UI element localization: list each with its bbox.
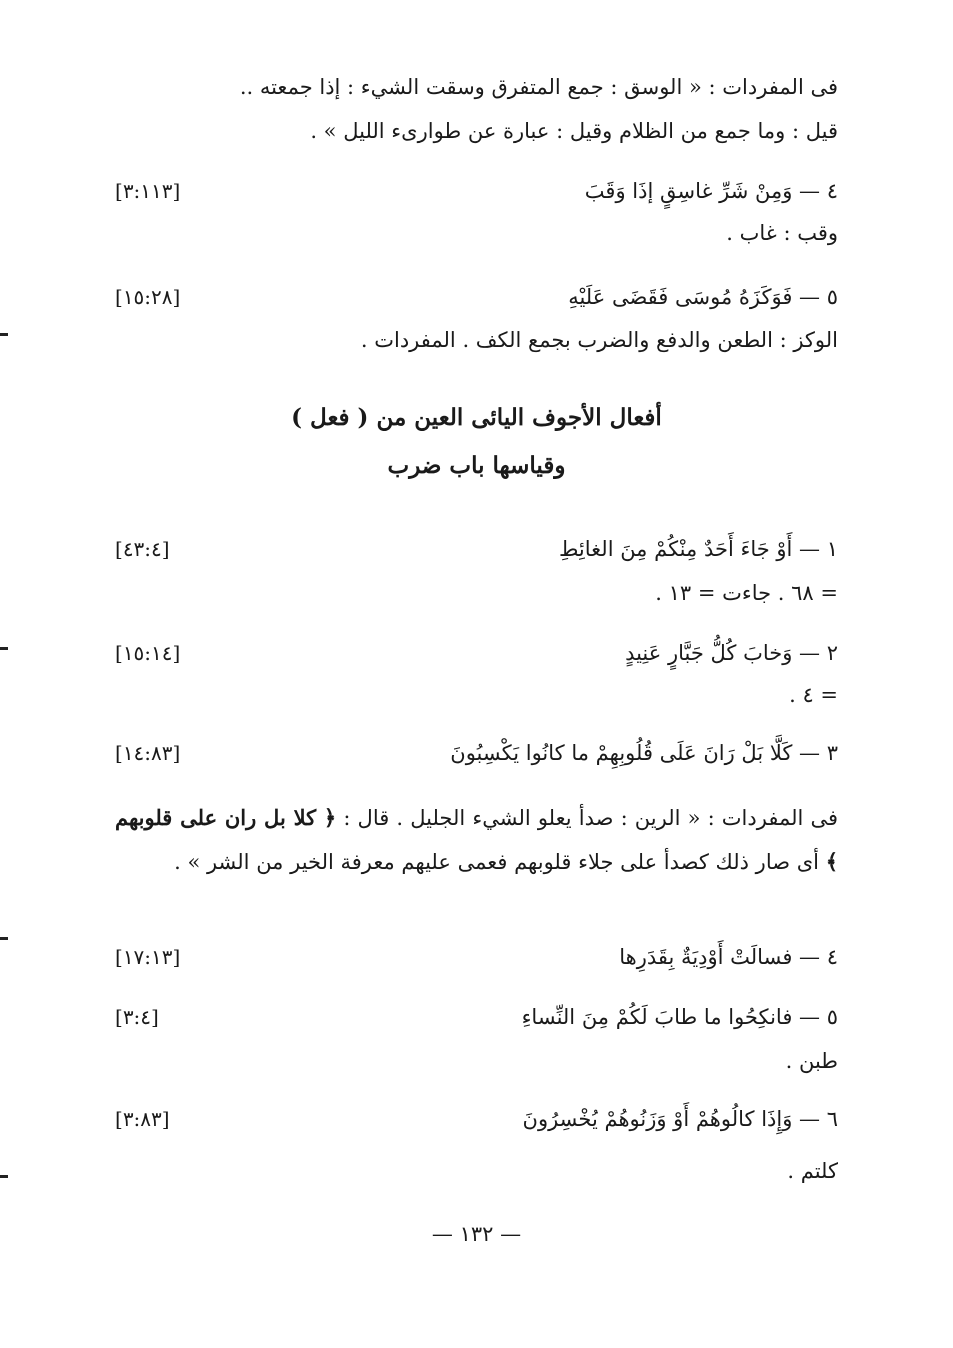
paragraph-line: فى المفردات : « الوسق : جمع المتفرق وسقت الشيء : إذا جمعته .. [239,75,838,99]
verse-note: وقب : غاب . [726,221,838,245]
verse-text: ٥ — فَوَكَزَهُ مُوسَى فَقَضَى عَلَيْهِ [568,285,838,309]
verse-line [115,282,838,312]
verse-reference: [٤٣:٤] [115,537,170,561]
verse-note: كلتم . [787,1159,838,1183]
binding-mark [0,937,8,940]
verse-reference: [١٥:٢٨] [115,285,181,309]
verse-text: ٤ — وَمِنْ شَرِّ غاسِقٍ إذَا وَقَبَ [584,179,838,203]
verse-text: ١ — أَوْ جَاءَ أَحَدٌ مِنْكُمْ مِنَ الغائِطِ [558,537,838,561]
verse-reference: [١٧:١٣] [115,945,181,969]
section-subheading: وقياسها باب ضرب [387,452,566,479]
section-heading: أفعال الأجوف اليائى العين من ( فعل ) [291,404,662,431]
verse-line [115,942,838,972]
verse-reference: [٣:٤] [115,1005,159,1029]
paragraph-line: قيل : وما جمع من الظلام وقيل : عبارة عن طوارىء الليل » . [310,119,838,143]
verse-note: = ٦٨ . جاءت = ١٣ . [655,581,838,605]
binding-mark [0,333,8,336]
verse-text: ٥ — فانكِحُوا ما طابَ لَكُمْ مِنَ النِّساءِ [521,1005,838,1029]
verse-note: الوكز : الطعن والدفع والضرب بجمع الكف . المفردات . [360,328,838,352]
verse-text: ٣ — كَلَّا بَلْ رَانَ عَلَى قُلُوبِهِمْ ما كانُوا يَكْسِبُونَ [450,741,838,765]
verse-line [115,534,838,564]
quran-quote: ﴿ كلا بل ران على قلوبهم ﴾ [115,805,838,874]
page-number: — ١٣٢ — [431,1222,522,1246]
verse-line [115,1104,838,1134]
verse-reference: [٣:١١٣] [115,179,181,203]
binding-mark [0,647,8,650]
verse-line [115,1002,838,1032]
verse-reference: [٣:٨٣] [115,1107,170,1131]
verse-note: = ٤ . [789,683,838,707]
commentary-text: فى المفردات : « الرين : صدأ يعلو الشيء الجليل . قال : [336,806,839,830]
verse-note: طبن . [785,1049,838,1073]
verse-line [115,738,838,768]
verse-reference: [١٤:٨٣] [115,741,181,765]
verse-line [115,638,838,668]
verse-reference: [١٥:١٤] [115,641,181,665]
binding-mark [0,1175,8,1178]
verse-text: ٦ — وَإِذَا كالُوهُمْ أَوْ وَزَنُوهُمْ يُخْسِرُونَ [522,1107,838,1131]
commentary-paragraph [115,796,838,884]
verse-line [115,176,838,206]
verse-text: ٢ — وَخابَ كُلُّ جَبَّارٍ عَنِيدٍ [625,641,838,665]
commentary-text: أى صار ذلك كصدأ على جلاء قلوبهم فعمى عليهم معرفة الخير من الشر » . [174,850,819,874]
verse-text: ٤ — فسالَتْ أَوْدِيَةٌ بِقَدَرِها [619,945,838,969]
